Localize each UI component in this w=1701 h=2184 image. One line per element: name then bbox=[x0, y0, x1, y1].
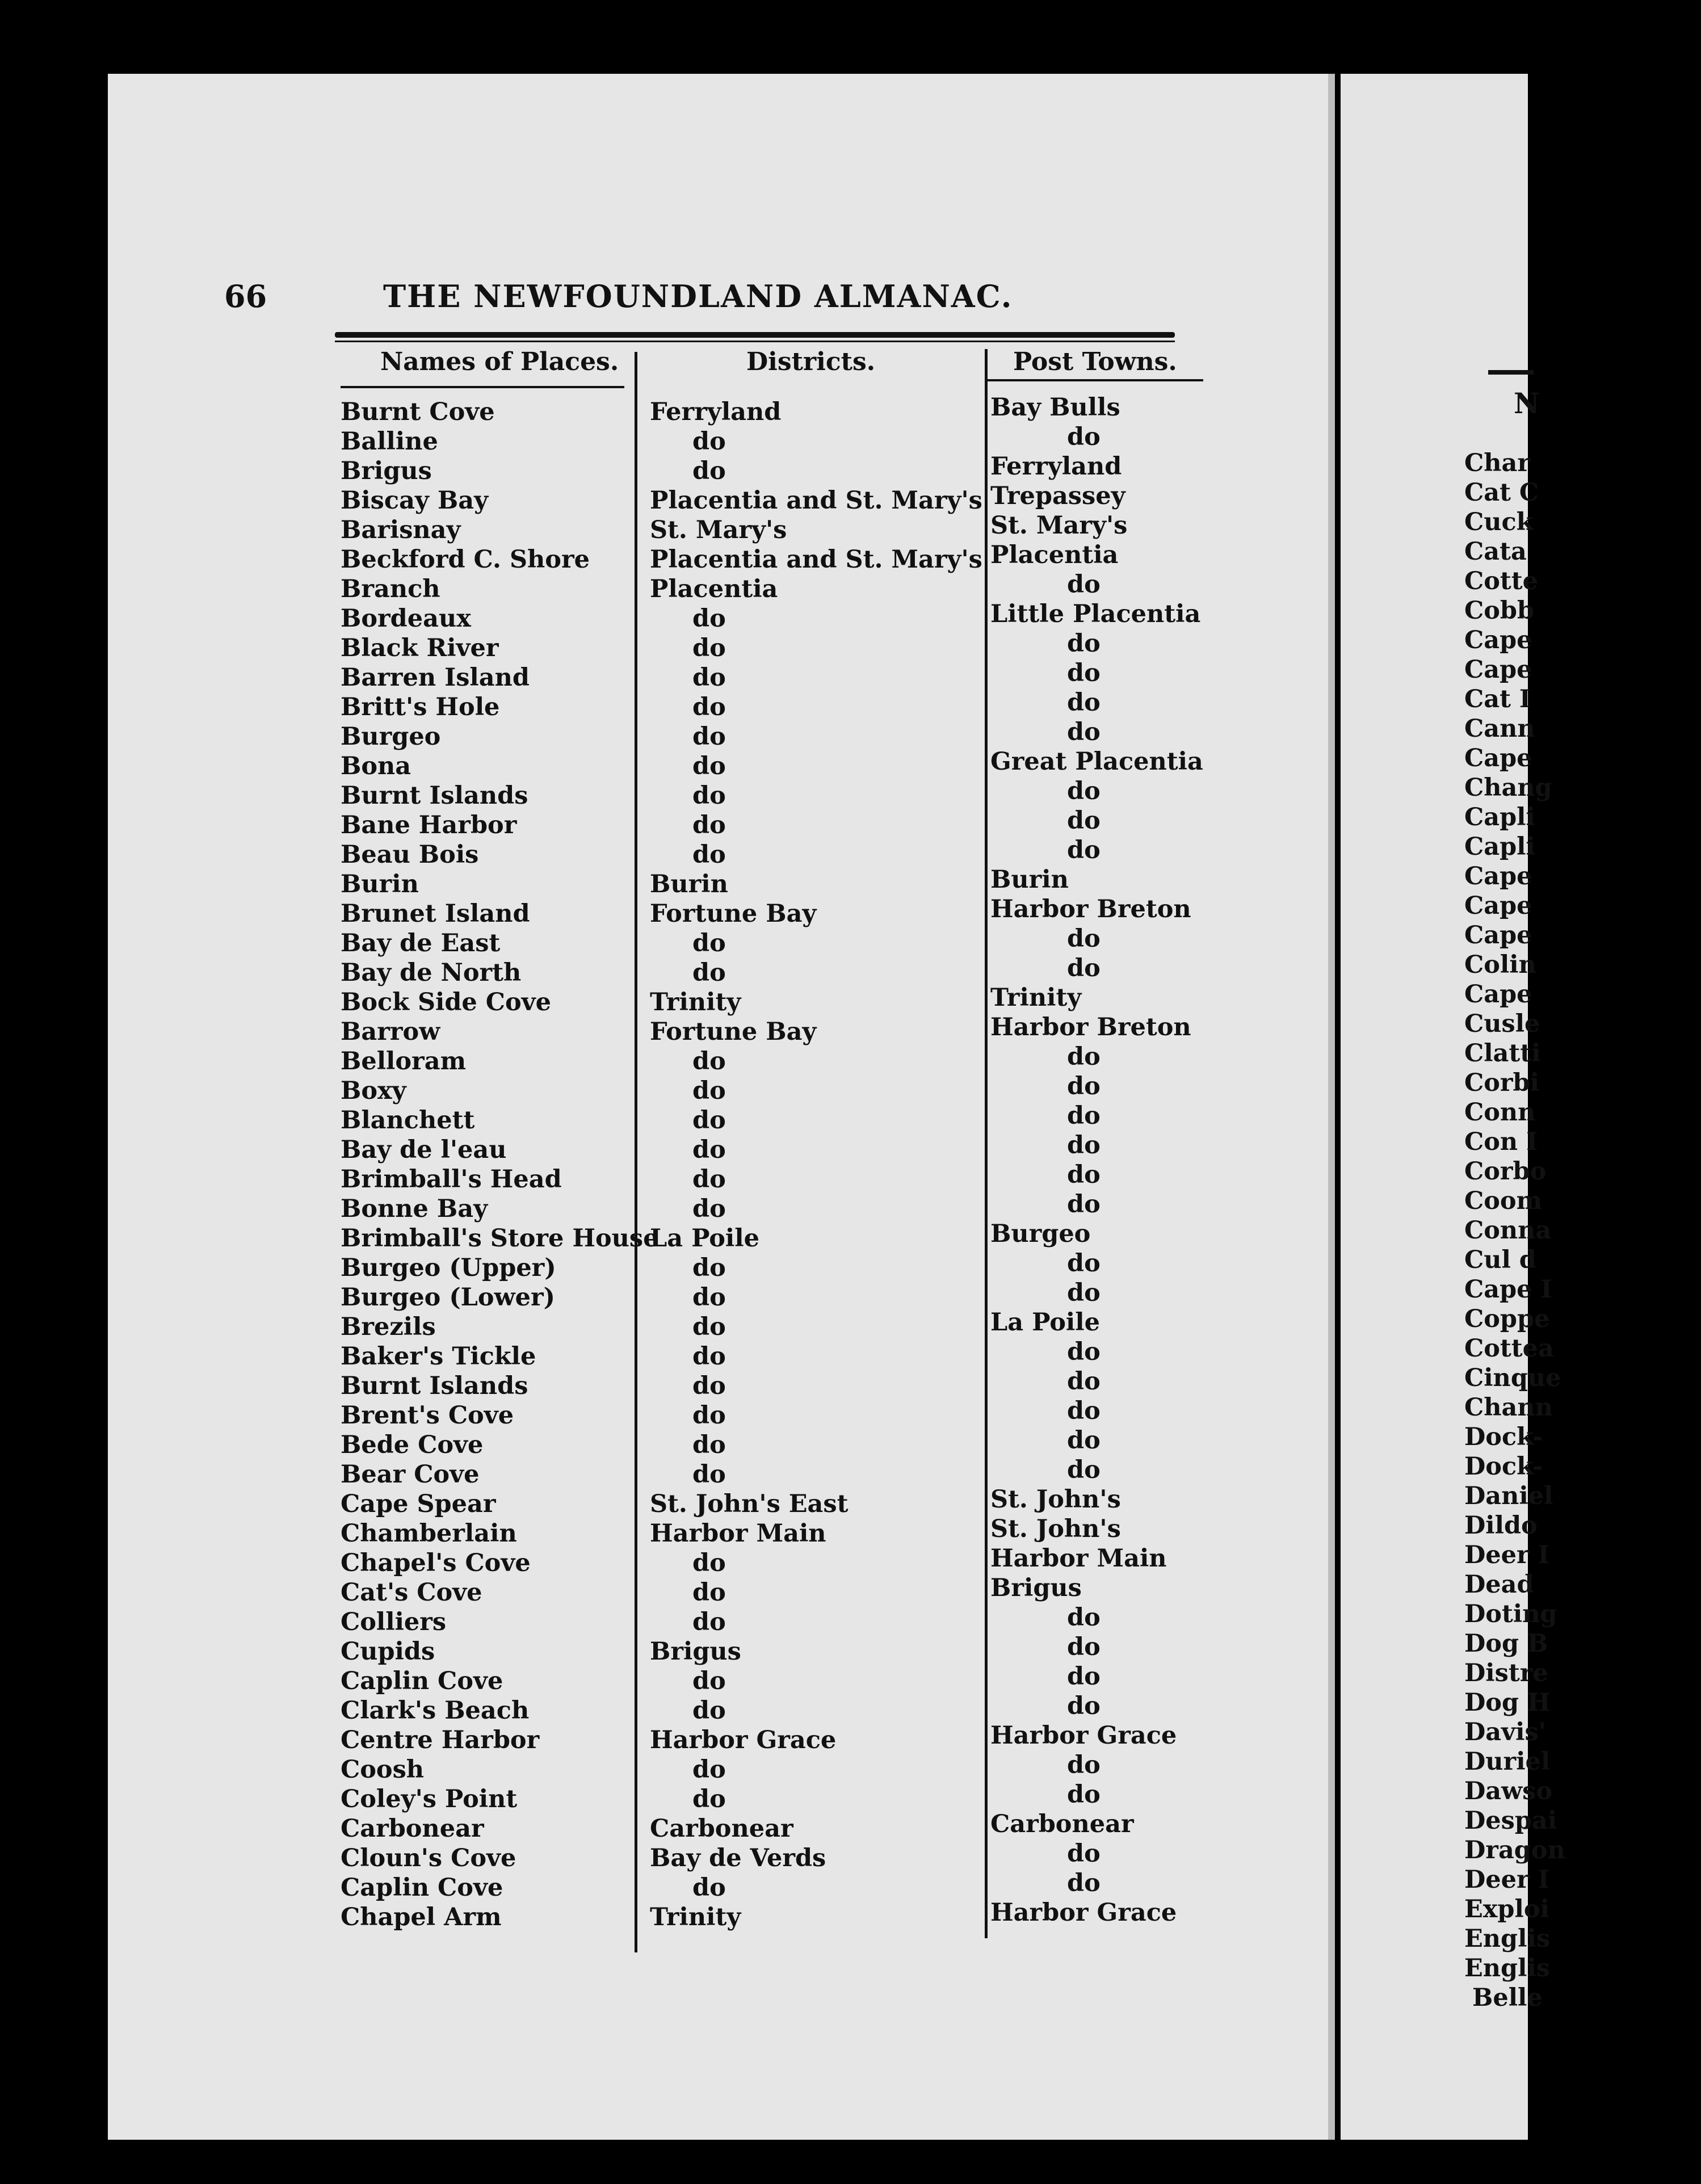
facing-header-fragment: N bbox=[1514, 387, 1540, 420]
facing-page-line: Capli bbox=[1464, 833, 1535, 861]
post-town: do bbox=[1067, 954, 1101, 982]
post-town: do bbox=[1067, 1869, 1101, 1897]
post-town: do bbox=[1067, 1190, 1101, 1219]
header-rule bbox=[335, 332, 1175, 338]
place-name: Barrow bbox=[341, 1018, 440, 1046]
place-name: Cape Spear bbox=[341, 1490, 496, 1518]
place-name: Chamberlain bbox=[341, 1519, 517, 1548]
facing-page-line: Cape bbox=[1464, 892, 1532, 920]
district: do bbox=[692, 782, 726, 810]
district: do bbox=[692, 1106, 726, 1135]
post-town: do bbox=[1067, 1279, 1101, 1307]
place-name: Balline bbox=[341, 427, 438, 456]
facing-page-line: Corbi bbox=[1464, 1069, 1539, 1097]
place-name: Clark's Beach bbox=[341, 1696, 530, 1725]
post-town: do bbox=[1067, 1397, 1101, 1425]
district: do bbox=[692, 1696, 726, 1725]
facing-page-line: Dog H bbox=[1464, 1689, 1551, 1717]
district: do bbox=[692, 1342, 726, 1371]
post-town: do bbox=[1067, 1603, 1101, 1632]
post-town: do bbox=[1067, 1780, 1101, 1809]
facing-page-line: Exploi bbox=[1464, 1895, 1549, 1923]
place-name: Brimball's Head bbox=[341, 1165, 562, 1194]
names-underline bbox=[341, 386, 624, 388]
district: do bbox=[692, 1460, 726, 1489]
post-town: do bbox=[1067, 718, 1101, 746]
place-name: Bede Cove bbox=[341, 1431, 484, 1459]
post-town: St. John's bbox=[990, 1515, 1121, 1543]
facing-page-line: Dragon bbox=[1464, 1836, 1565, 1864]
district: do bbox=[692, 1136, 726, 1164]
facing-page-line: Davis' bbox=[1464, 1718, 1546, 1746]
place-name: Bane Harbor bbox=[341, 811, 517, 839]
post-town: Harbor Breton bbox=[990, 1013, 1191, 1041]
post-town: do bbox=[1067, 1662, 1101, 1691]
facing-page-line: Cul d bbox=[1464, 1246, 1536, 1274]
place-name: Burnt Cove bbox=[341, 398, 495, 426]
district: Carbonear bbox=[650, 1815, 793, 1843]
district: do bbox=[692, 1165, 726, 1194]
facing-page-line: Cat C bbox=[1464, 478, 1539, 507]
facing-page-line: Belle bbox=[1472, 1984, 1543, 2012]
post-town: do bbox=[1067, 1367, 1101, 1396]
facing-page-line: Doting bbox=[1464, 1600, 1557, 1628]
facing-page-line: Englis bbox=[1464, 1925, 1550, 1953]
district: do bbox=[692, 1313, 726, 1341]
facing-page-line: Char bbox=[1464, 449, 1531, 477]
place-name: Cloun's Cove bbox=[341, 1844, 516, 1872]
district: Placentia and St. Mary's bbox=[650, 486, 982, 515]
district: do bbox=[692, 1608, 726, 1636]
district: Burin bbox=[650, 870, 728, 898]
district: do bbox=[692, 634, 726, 662]
district: do bbox=[692, 604, 726, 633]
district: do bbox=[692, 693, 726, 721]
place-name: Burnt Islands bbox=[341, 1372, 528, 1400]
post-town: do bbox=[1067, 688, 1101, 717]
district: do bbox=[692, 457, 726, 485]
facing-page-line: Chann bbox=[1464, 1393, 1553, 1422]
post-town: Brigus bbox=[990, 1574, 1082, 1602]
facing-page-line: Dog B bbox=[1464, 1629, 1548, 1658]
place-name: Barren Island bbox=[341, 663, 530, 692]
district: Fortune Bay bbox=[650, 1018, 817, 1046]
facing-page-line: Cape bbox=[1464, 656, 1532, 684]
place-name: Biscay Bay bbox=[341, 486, 489, 515]
post-town: do bbox=[1067, 807, 1101, 835]
facing-page-line: Cottea bbox=[1464, 1334, 1554, 1363]
district: Trinity bbox=[650, 988, 741, 1017]
district: St. Mary's bbox=[650, 516, 787, 544]
post-town: do bbox=[1067, 1072, 1101, 1101]
facing-page-rule bbox=[1488, 370, 1534, 375]
post-town: La Poile bbox=[990, 1308, 1100, 1337]
post-town: do bbox=[1067, 925, 1101, 953]
facing-page-line: Englis bbox=[1464, 1954, 1550, 1983]
column-divider-2 bbox=[985, 349, 988, 1938]
post-town: do bbox=[1067, 1338, 1101, 1366]
facing-page-line: Cusle bbox=[1464, 1010, 1540, 1038]
post-town: Burgeo bbox=[990, 1220, 1091, 1248]
place-name: Burin bbox=[341, 870, 419, 898]
district: do bbox=[692, 1047, 726, 1076]
post-town: do bbox=[1067, 659, 1101, 687]
place-name: Centre Harbor bbox=[341, 1726, 540, 1754]
post-town: Harbor Grace bbox=[990, 1899, 1177, 1927]
column-header-districts: Districts. bbox=[746, 347, 876, 376]
district: do bbox=[692, 1401, 726, 1430]
post-town: Bay Bulls bbox=[990, 393, 1120, 422]
place-name: Coosh bbox=[341, 1755, 425, 1784]
facing-page-line: Cape bbox=[1464, 744, 1532, 772]
place-name: Burgeo (Upper) bbox=[341, 1254, 556, 1282]
place-name: Black River bbox=[341, 634, 499, 662]
place-name: Brunet Island bbox=[341, 900, 530, 928]
district: Harbor Main bbox=[650, 1519, 826, 1548]
column-header-post-towns: Post Towns. bbox=[1013, 347, 1177, 376]
facing-page-line: Cann bbox=[1464, 715, 1535, 743]
facing-page-line: Capli bbox=[1464, 803, 1535, 831]
post-towns-underline bbox=[988, 379, 1203, 381]
district: do bbox=[692, 841, 726, 869]
place-name: Chapel's Cove bbox=[341, 1549, 531, 1577]
facing-page-line: Deer I bbox=[1464, 1866, 1549, 1894]
column-divider-1 bbox=[635, 352, 637, 1952]
facing-page-line: Clatti bbox=[1464, 1039, 1541, 1068]
place-name: Blanchett bbox=[341, 1106, 475, 1135]
post-town: Trepassey bbox=[990, 482, 1125, 510]
place-name: Bay de North bbox=[341, 959, 522, 987]
facing-page-line: Cape bbox=[1464, 980, 1532, 1009]
district: do bbox=[692, 723, 726, 751]
district: do bbox=[692, 1077, 726, 1105]
place-name: Burgeo (Lower) bbox=[341, 1283, 555, 1312]
place-name: Chapel Arm bbox=[341, 1903, 502, 1931]
place-name: Caplin Cove bbox=[341, 1667, 503, 1695]
running-title: THE NEWFOUNDLAND ALMANAC. bbox=[383, 278, 1013, 314]
post-town: Placentia bbox=[990, 541, 1119, 569]
post-town: Harbor Grace bbox=[990, 1721, 1177, 1750]
post-town: do bbox=[1067, 1839, 1101, 1868]
district: do bbox=[692, 1755, 726, 1784]
place-name: Brimball's Store House bbox=[341, 1224, 659, 1253]
facing-page-line: Colin bbox=[1464, 951, 1536, 979]
post-town: St. John's bbox=[990, 1485, 1121, 1514]
post-town: do bbox=[1067, 1102, 1101, 1130]
post-town: do bbox=[1067, 836, 1101, 864]
district: do bbox=[692, 663, 726, 692]
post-town: Harbor Main bbox=[990, 1544, 1167, 1573]
place-name: Bona bbox=[341, 752, 411, 780]
place-name: Bay de East bbox=[341, 929, 501, 957]
facing-page-line: Conna bbox=[1464, 1216, 1552, 1245]
post-town: do bbox=[1067, 629, 1101, 658]
district: do bbox=[692, 1874, 726, 1902]
post-town: do bbox=[1067, 1692, 1101, 1720]
district: Fortune Bay bbox=[650, 900, 817, 928]
facing-page-line: Dildo bbox=[1464, 1511, 1538, 1540]
facing-page-line: Cape I bbox=[1464, 1275, 1552, 1304]
place-name: Beau Bois bbox=[341, 841, 479, 869]
page-gutter bbox=[1328, 74, 1335, 2140]
facing-page-line: Distre bbox=[1464, 1659, 1548, 1687]
district: do bbox=[692, 752, 726, 780]
post-town: do bbox=[1067, 777, 1101, 805]
facing-page-line: Cape bbox=[1464, 862, 1532, 891]
facing-page-line: Cape bbox=[1464, 921, 1532, 950]
district: Ferryland bbox=[650, 398, 782, 426]
facing-page-line: Dawso bbox=[1464, 1777, 1553, 1805]
district: St. John's East bbox=[650, 1490, 849, 1518]
district: do bbox=[692, 1372, 726, 1400]
place-name: Boxy bbox=[341, 1077, 406, 1105]
place-name: Carbonear bbox=[341, 1815, 484, 1843]
place-name: Burgeo bbox=[341, 723, 441, 751]
facing-page-line: Coom bbox=[1464, 1187, 1543, 1215]
facing-page-line: Chang bbox=[1464, 774, 1552, 802]
place-name: Burnt Islands bbox=[341, 782, 528, 810]
place-name: Cat's Cove bbox=[341, 1578, 482, 1607]
place-name: Caplin Cove bbox=[341, 1874, 503, 1902]
district: Brigus bbox=[650, 1637, 741, 1666]
place-name: Bonne Bay bbox=[341, 1195, 488, 1223]
header-rule-thin bbox=[335, 341, 1175, 342]
district: do bbox=[692, 1195, 726, 1223]
district: do bbox=[692, 929, 726, 957]
facing-page-line: Coppe bbox=[1464, 1305, 1550, 1333]
post-town: do bbox=[1067, 423, 1101, 451]
post-town: do bbox=[1067, 1751, 1101, 1779]
place-name: Belloram bbox=[341, 1047, 467, 1076]
district: do bbox=[692, 1578, 726, 1607]
post-town: Trinity bbox=[990, 984, 1082, 1012]
facing-page-line: Cuck bbox=[1464, 508, 1534, 536]
facing-page-line: Dead bbox=[1464, 1570, 1534, 1599]
post-town: St. Mary's bbox=[990, 511, 1128, 540]
district: Placentia bbox=[650, 575, 778, 603]
place-name: Coley's Point bbox=[341, 1785, 518, 1813]
place-name: Beckford C. Shore bbox=[341, 545, 590, 574]
facing-page-line: Deer I bbox=[1464, 1541, 1549, 1569]
page-header bbox=[224, 278, 1189, 324]
district: do bbox=[692, 1254, 726, 1282]
post-town: do bbox=[1067, 1426, 1101, 1455]
place-name: Colliers bbox=[341, 1608, 447, 1636]
district: do bbox=[692, 1431, 726, 1459]
district: do bbox=[692, 1785, 726, 1813]
place-name: Branch bbox=[341, 575, 440, 603]
column-header-names: Names of Places. bbox=[380, 347, 619, 376]
facing-page-line: Daniel bbox=[1464, 1482, 1553, 1510]
district: do bbox=[692, 1667, 726, 1695]
district: Bay de Verds bbox=[650, 1844, 826, 1872]
place-name: Brigus bbox=[341, 457, 432, 485]
facing-page-line: Cata bbox=[1464, 537, 1527, 566]
facing-page-line: Con I bbox=[1464, 1128, 1538, 1156]
facing-page-line: Dock- bbox=[1464, 1452, 1543, 1481]
post-town: do bbox=[1067, 570, 1101, 599]
place-name: Baker's Tickle bbox=[341, 1342, 536, 1371]
facing-page-line: Dock- bbox=[1464, 1423, 1543, 1451]
district: La Poile bbox=[650, 1224, 759, 1253]
district: do bbox=[692, 427, 726, 456]
place-name: Barisnay bbox=[341, 516, 461, 544]
post-town: Great Placentia bbox=[990, 747, 1203, 776]
place-name: Brezils bbox=[341, 1313, 436, 1341]
facing-page-line: Cotte bbox=[1464, 567, 1538, 595]
facing-page-line: Cat I bbox=[1464, 685, 1531, 713]
facing-page-line: Corbo bbox=[1464, 1157, 1547, 1186]
place-name: Bay de l'eau bbox=[341, 1136, 507, 1164]
facing-page-line: Conn bbox=[1464, 1098, 1536, 1127]
district: do bbox=[692, 959, 726, 987]
place-name: Bear Cove bbox=[341, 1460, 480, 1489]
district: Harbor Grace bbox=[650, 1726, 837, 1754]
post-town: do bbox=[1067, 1131, 1101, 1160]
page-number: 66 bbox=[224, 278, 267, 314]
facing-page bbox=[1341, 74, 1565, 2140]
district: do bbox=[692, 1283, 726, 1312]
facing-page-line: Cobb bbox=[1464, 597, 1535, 625]
post-town: Carbonear bbox=[990, 1810, 1134, 1838]
place-name: Bordeaux bbox=[341, 604, 471, 633]
post-town: Burin bbox=[990, 866, 1069, 894]
facing-page-line: Duriel bbox=[1464, 1748, 1551, 1776]
post-town: do bbox=[1067, 1249, 1101, 1278]
district: Placentia and St. Mary's bbox=[650, 545, 982, 574]
post-town: Ferryland bbox=[990, 452, 1122, 481]
district: Trinity bbox=[650, 1903, 741, 1931]
place-name: Cupids bbox=[341, 1637, 435, 1666]
place-name: Brent's Cove bbox=[341, 1401, 514, 1430]
post-town: do bbox=[1067, 1043, 1101, 1071]
post-town: do bbox=[1067, 1456, 1101, 1484]
place-name: Bock Side Cove bbox=[341, 988, 552, 1017]
post-town: do bbox=[1067, 1161, 1101, 1189]
facing-page-line: Despai bbox=[1464, 1807, 1557, 1835]
post-town: Harbor Breton bbox=[990, 895, 1191, 923]
district: do bbox=[692, 1549, 726, 1577]
facing-page-line: Cinque bbox=[1464, 1364, 1561, 1392]
post-town: do bbox=[1067, 1633, 1101, 1661]
facing-page-line: Cape bbox=[1464, 626, 1532, 654]
district: do bbox=[692, 811, 726, 839]
post-town: Little Placentia bbox=[990, 600, 1201, 628]
place-name: Britt's Hole bbox=[341, 693, 500, 721]
